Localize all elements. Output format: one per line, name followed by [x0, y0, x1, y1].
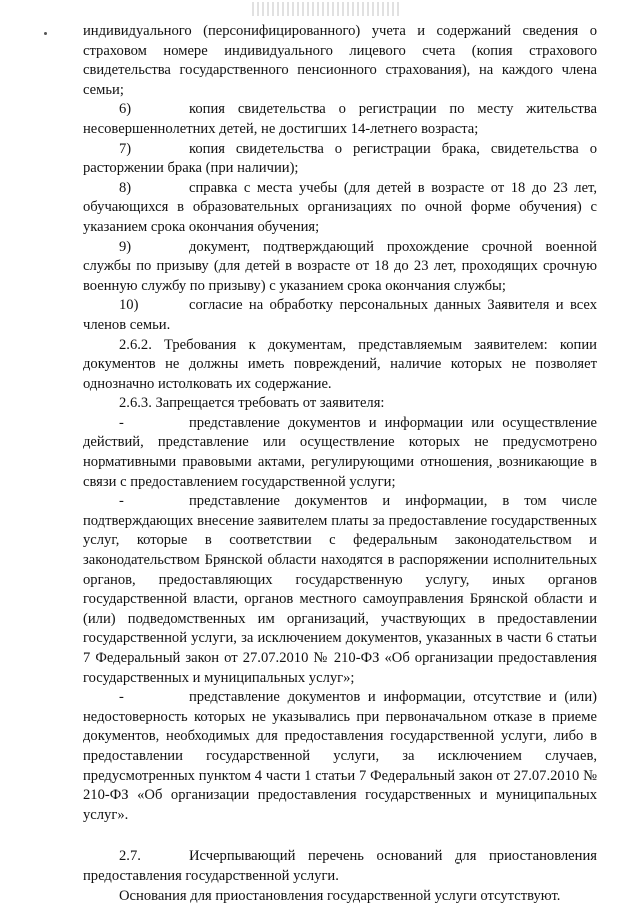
list-marker: 7): [119, 140, 132, 157]
list-marker: 2.7.: [119, 848, 141, 865]
paragraph-text: представление документов и информации, отсутствие и (или) недостоверность которых не указывались при первоначальном отказе в приеме документов, необходимых для предоставления государственной услуги, либо в предоставлении государственной услуги, за исключением случаев, предусмотренных пунктом 4 части 1 статьи 7 Федеральный закон от 27.07.2010 № 210-ФЗ «Об организации предоставления государственных и муниципальных услуг».: [83, 689, 597, 823]
scan-speck: [44, 32, 47, 35]
list-item: [83, 179, 597, 238]
list-item: [83, 238, 597, 297]
paragraph-text: представление документов и информации, в том числе подтверждающих внесение заявителем платы за предоставление государственных услуг, которые в соответствии с федеральным законодательством и законодательством Брянской области находятся в распоряжении исполнительных органов, предоставляющих государственную услугу, иных органов государственной власти, органов местного самоуправления Брянской области и (или) подведомственных им организаций, участвующих в предоставлении государственной услуги, за исключением документов, указанных в части 6 статьи 7 Федеральный закон от 27.07.2010 № 210-ФЗ «Об организации предоставления государственных и муниципальных услуг»;: [83, 493, 597, 686]
paragraph-text: Исчерпывающий перечень оснований для приостановления предоставления государственной услуги.: [83, 848, 597, 884]
list-marker: -: [119, 414, 124, 431]
list-marker: -: [119, 689, 124, 706]
list-item: [83, 296, 597, 335]
paragraph-text: справка с места учебы (для детей в возрасте от 18 до 23 лет, обучающихся в образовательных организациях по очной форме обучения) с указанием срока окончания обучения;: [83, 179, 597, 235]
paragraph-text: документ, подтверждающий прохождение срочной военной службы по призыву (для детей в возрасте от 18 до 23 лет, проходящих срочную военную службу по призыву) с указанием срока окончания службы;: [83, 238, 597, 294]
paragraph-text: индивидуального (персонифицированного) учета и содержаний сведения о страховом номере индивидуального лицевого счета (копия страхового свидетельства государственного пенсионного страхования), на каждого члена семьи;: [83, 23, 597, 98]
paragraph-text: Основания для приостановления государственной услуги отсутствуют.: [119, 887, 561, 904]
paragraph: [83, 336, 597, 395]
paragraph-gap: [83, 825, 597, 847]
paragraph-text: копия свидетельства о регистрации по месту жительства несовершеннолетних детей, не достигших 14-летнего возраста;: [83, 101, 597, 137]
list-item: [83, 492, 597, 688]
paragraph-text: копия свидетельства о регистрации брака, свидетельства о расторжении брака (при наличии);: [83, 140, 597, 177]
paragraph-text: 2.6.2. Требования к документам, представляемым заявителем: копии документов не должны иметь повреждений, наличие которых не позволяет однозначно истолковать их содержание.: [83, 336, 597, 392]
list-marker: 9): [119, 238, 132, 255]
paragraph-text: 2.6.3. Запрещается требовать от заявителя:: [119, 395, 385, 412]
list-marker: -: [119, 493, 124, 510]
list-item: [83, 847, 597, 886]
list-item: [83, 100, 597, 139]
list-item: [83, 414, 597, 492]
list-marker: 6): [119, 101, 132, 118]
paragraph-text: представление документов и информации или осуществление действий, представление или осуществление которых не предусмотрено нормативными правовыми актами, регулирующими отношения, возникающие в связи с предоставлением государственной услуги;: [83, 414, 597, 490]
list-marker: 8): [119, 179, 132, 196]
paragraph: [83, 394, 597, 414]
document-body: [83, 22, 597, 906]
scan-artifact: [252, 2, 402, 16]
list-item: [83, 688, 597, 825]
paragraph-text: согласие на обработку персональных данных Заявителя и всех членов семьи.: [83, 297, 597, 333]
paragraph: [83, 887, 597, 906]
list-marker: 10): [119, 297, 139, 314]
paragraph-continuation: [83, 22, 597, 100]
list-item: [83, 140, 597, 179]
